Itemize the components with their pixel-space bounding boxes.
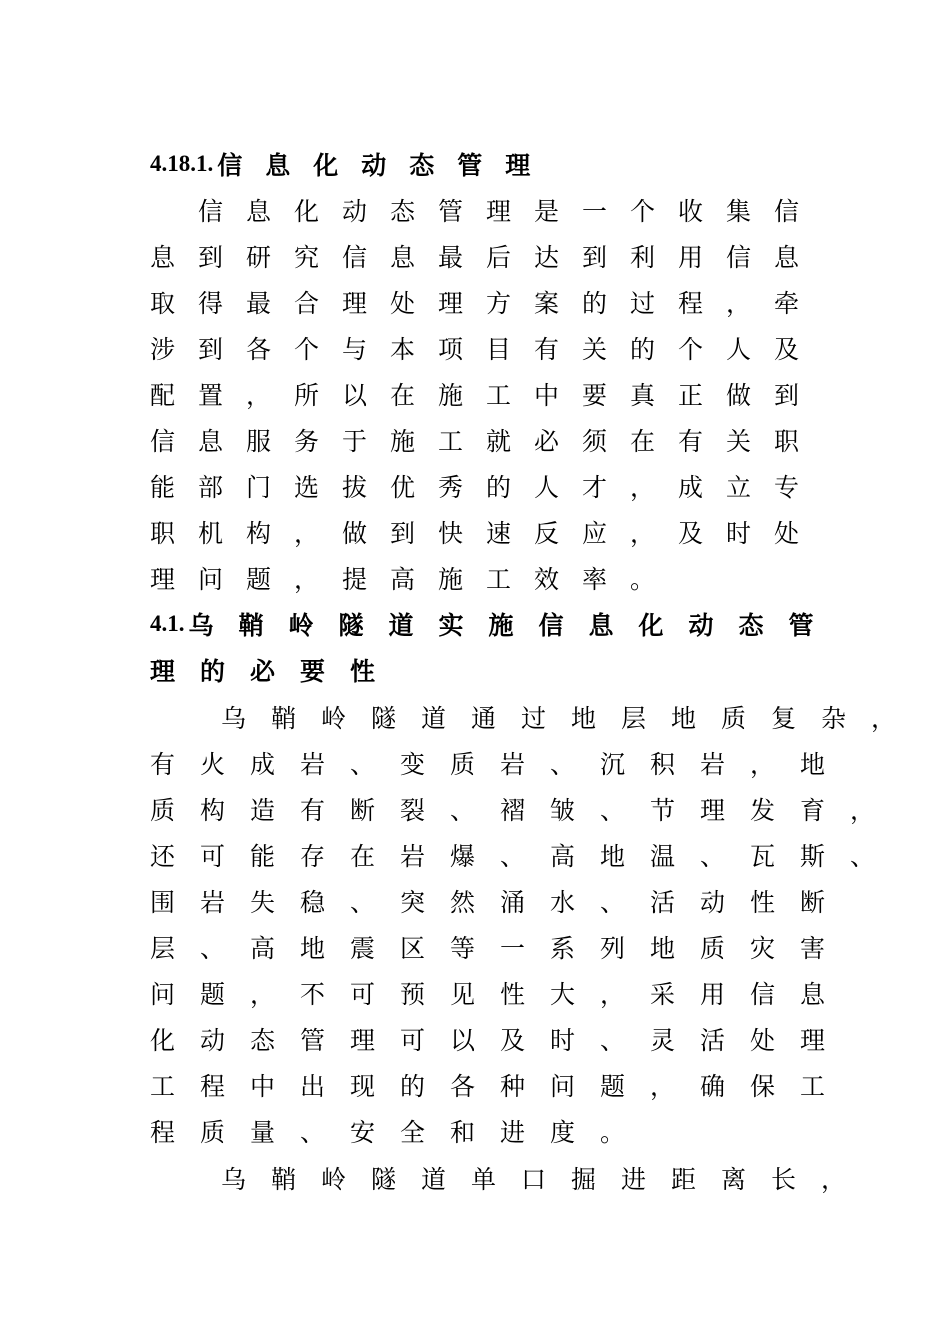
paragraph-line [150,236,822,276]
paragraph-line [150,789,900,829]
line-text: 化动态管理可以及时、灵活处理 [150,1026,851,1055]
line-text: 信息化动态管理 [217,151,554,180]
paragraph-line [150,1019,850,1059]
paragraph-line [150,374,822,414]
paragraph-line [150,835,900,875]
line-text: 乌鞘岭隧道实施信息化动态管 [188,611,839,640]
line-text: 信息化动态管理是一个收集信 [198,197,823,226]
section-heading [150,650,400,690]
paragraph-line [150,282,822,322]
line-text: 问题，不可预见性大，采用信息 [150,980,851,1009]
paragraph-line [150,328,822,368]
line-text: 理的必要性 [150,657,401,686]
line-text: 程质量、安全和进度。 [150,1118,651,1147]
paragraph-line [150,512,822,552]
paragraph-line [150,466,822,506]
section-heading [150,144,553,184]
paragraph-line [150,881,850,921]
paragraph-line [150,697,921,737]
line-text: 涉到各个与本项目有关的个人及 [150,335,823,364]
line-text: 息到研究信息最后达到利用信息 [150,243,823,272]
paragraph-line [150,927,850,967]
line-text: 围岩失稳、突然涌水、活动性断 [150,888,851,917]
paragraph-line [150,1158,871,1198]
section-number: 4.18.1. [150,151,214,176]
paragraph-line [150,973,850,1013]
line-text: 层、高地震区等一系列地质灾害 [150,934,851,963]
line-text: 配置，所以在施工中要真正做到 [150,381,823,410]
line-text: 取得最合理处理方案的过程，牵 [150,289,823,318]
paragraph-line [150,1065,850,1105]
paragraph-line [150,558,678,598]
paragraph-line [150,743,850,783]
line-text: 能部门选拔优秀的人才，成立专 [150,473,823,502]
line-text: 乌鞘岭隧道通过地层地质复杂， [221,704,922,733]
paragraph-line [150,190,822,230]
line-text: 理问题，提高施工效率。 [150,565,679,594]
line-text: 还可能存在岩爆、高地温、瓦斯、 [150,842,901,871]
line-text: 工程中出现的各种问题，确保工 [150,1072,851,1101]
section-number: 4.1. [150,611,185,636]
paragraph-line [150,420,822,460]
paragraph-line [150,1111,650,1151]
line-text: 乌鞘岭隧道单口掘进距离长， [221,1165,872,1194]
line-text: 信息服务于施工就必须在有关职 [150,427,823,456]
line-text: 质构造有断裂、褶皱、节理发育， [150,796,901,825]
line-text: 职机构，做到快速反应，及时处 [150,519,823,548]
line-text: 有火成岩、变质岩、沉积岩，地 [150,750,851,779]
section-heading [150,604,839,644]
